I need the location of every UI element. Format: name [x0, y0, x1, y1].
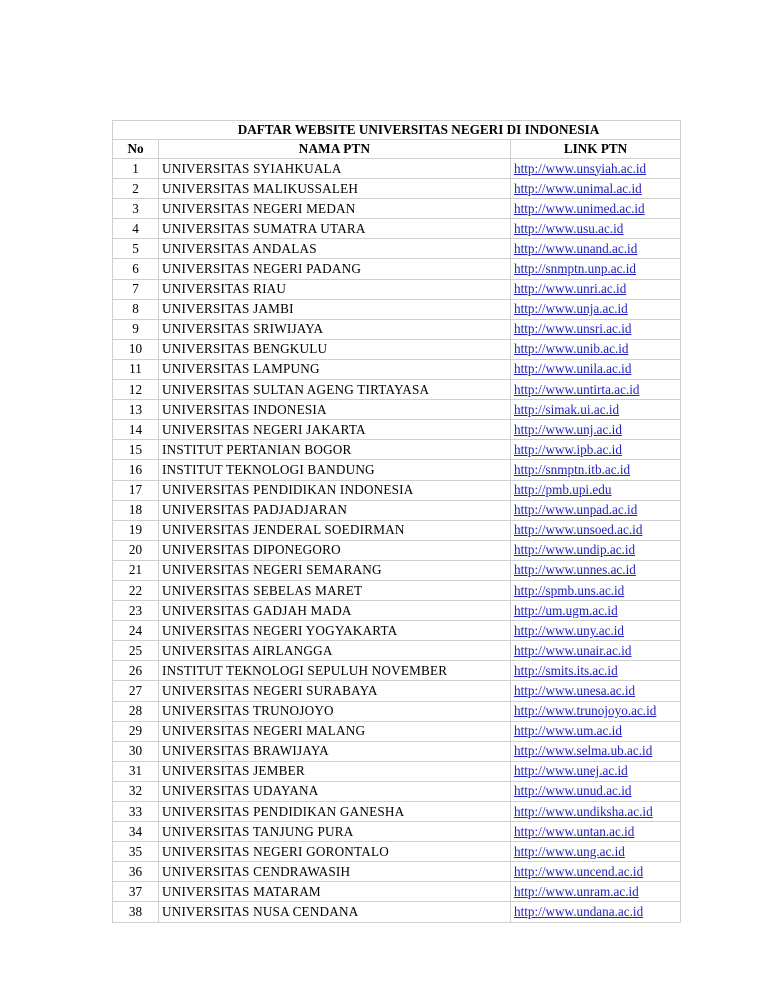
- table-header-row: [113, 140, 681, 159]
- table-row: [113, 641, 681, 661]
- university-name: UNIVERSITAS JAMBI: [159, 299, 511, 319]
- table-row: [113, 701, 681, 721]
- table-row: [113, 802, 681, 822]
- university-link[interactable]: http://www.unsoed.ac.id: [514, 522, 643, 538]
- row-number: 3: [113, 199, 159, 219]
- university-link-cell: [511, 641, 681, 661]
- row-number: 24: [113, 621, 159, 641]
- university-name: UNIVERSITAS PADJADJARAN: [159, 500, 511, 520]
- university-link-cell: [511, 802, 681, 822]
- university-link-cell: [511, 540, 681, 560]
- university-link-cell: [511, 239, 681, 259]
- university-name: UNIVERSITAS NEGERI YOGYAKARTA: [159, 621, 511, 641]
- table-row: [113, 480, 681, 500]
- university-link[interactable]: http://www.usu.ac.id: [514, 220, 624, 236]
- university-name: UNIVERSITAS BENGKULU: [159, 339, 511, 359]
- university-name: UNIVERSITAS TRUNOJOYO: [159, 701, 511, 721]
- row-number: 4: [113, 219, 159, 239]
- row-number: 18: [113, 500, 159, 520]
- university-link[interactable]: http://um.ugm.ac.id: [514, 602, 618, 618]
- university-name: UNIVERSITAS AIRLANGGA: [159, 641, 511, 661]
- table-row: [113, 339, 681, 359]
- university-link-cell: [511, 822, 681, 842]
- table-row: [113, 661, 681, 681]
- university-link-cell: [511, 761, 681, 781]
- table-title: DAFTAR WEBSITE UNIVERSITAS NEGERI DI INDONESIA: [237, 122, 600, 137]
- row-number: 32: [113, 781, 159, 801]
- university-link[interactable]: http://www.uncend.ac.id: [514, 863, 644, 879]
- row-number: 31: [113, 761, 159, 781]
- row-number: 17: [113, 480, 159, 500]
- university-link-cell: [511, 380, 681, 400]
- row-number: 16: [113, 460, 159, 480]
- university-link-cell: [511, 621, 681, 641]
- table-row: [113, 781, 681, 801]
- university-link-cell: [511, 721, 681, 741]
- university-link[interactable]: http://www.undiksha.ac.id: [514, 803, 653, 819]
- university-link-cell: [511, 661, 681, 681]
- university-name: UNIVERSITAS BRAWIJAYA: [159, 741, 511, 761]
- table-row: [113, 741, 681, 761]
- university-name: UNIVERSITAS SEBELAS MARET: [159, 580, 511, 600]
- row-number: 6: [113, 259, 159, 279]
- university-link-cell: [511, 339, 681, 359]
- university-link-cell: [511, 259, 681, 279]
- university-link[interactable]: http://www.unila.ac.id: [514, 361, 632, 377]
- table-row: [113, 179, 681, 199]
- university-link[interactable]: http://www.unnes.ac.id: [514, 562, 636, 578]
- table-row: [113, 862, 681, 882]
- university-link[interactable]: http://www.unsyiah.ac.id: [514, 160, 647, 176]
- table-row: [113, 882, 681, 902]
- university-name: UNIVERSITAS SULTAN AGENG TIRTAYASA: [159, 380, 511, 400]
- row-number: 25: [113, 641, 159, 661]
- university-name: INSTITUT TEKNOLOGI SEPULUH NOVEMBER: [159, 661, 511, 681]
- university-link-cell: [511, 219, 681, 239]
- table-row: [113, 460, 681, 480]
- university-link[interactable]: http://www.selma.ub.ac.id: [514, 743, 653, 759]
- table-row: [113, 721, 681, 741]
- university-link[interactable]: http://www.ung.ac.id: [514, 843, 625, 859]
- row-number: 12: [113, 380, 159, 400]
- university-name: UNIVERSITAS UDAYANA: [159, 781, 511, 801]
- university-link[interactable]: http://www.undana.ac.id: [514, 904, 644, 920]
- row-number: 27: [113, 681, 159, 701]
- table-row: [113, 580, 681, 600]
- table-row: [113, 621, 681, 641]
- header-link-ptn: LINK PTN: [511, 140, 681, 159]
- table-row: [113, 560, 681, 580]
- university-name: UNIVERSITAS LAMPUNG: [159, 359, 511, 379]
- table-row: [113, 380, 681, 400]
- university-link[interactable]: http://spmb.uns.ac.id: [514, 582, 625, 598]
- university-link[interactable]: http://www.unib.ac.id: [514, 341, 629, 357]
- row-number: 13: [113, 400, 159, 420]
- table-row: [113, 259, 681, 279]
- university-link[interactable]: http://www.unimed.ac.id: [514, 200, 645, 216]
- university-link[interactable]: http://www.uny.ac.id: [514, 622, 624, 638]
- table-row: [113, 902, 681, 922]
- university-link-cell: [511, 601, 681, 621]
- university-name: UNIVERSITAS ANDALAS: [159, 239, 511, 259]
- university-name: UNIVERSITAS JENDERAL SOEDIRMAN: [159, 520, 511, 540]
- university-link-cell: [511, 781, 681, 801]
- row-number: 21: [113, 560, 159, 580]
- university-link[interactable]: http://snmptn.itb.ac.id: [514, 461, 631, 477]
- university-link-cell: [511, 862, 681, 882]
- university-link-cell: [511, 440, 681, 460]
- university-link-cell: [511, 279, 681, 299]
- university-link[interactable]: http://www.unsri.ac.id: [514, 321, 632, 337]
- row-number: 22: [113, 580, 159, 600]
- university-name: UNIVERSITAS JEMBER: [159, 761, 511, 781]
- row-number: 14: [113, 420, 159, 440]
- university-link[interactable]: http://www.unpad.ac.id: [514, 502, 638, 518]
- table-row: [113, 440, 681, 460]
- row-number: 7: [113, 279, 159, 299]
- university-link-cell: [511, 480, 681, 500]
- table-row: [113, 299, 681, 319]
- table-row: [113, 500, 681, 520]
- university-name: UNIVERSITAS GADJAH MADA: [159, 601, 511, 621]
- row-number: 36: [113, 862, 159, 882]
- table-row: [113, 601, 681, 621]
- university-link[interactable]: http://snmptn.unp.ac.id: [514, 261, 636, 277]
- university-link-cell: [511, 580, 681, 600]
- row-number: 28: [113, 701, 159, 721]
- row-number: 30: [113, 741, 159, 761]
- table-row: [113, 199, 681, 219]
- university-name: UNIVERSITAS NEGERI PADANG: [159, 259, 511, 279]
- university-link-cell: [511, 460, 681, 480]
- university-link-cell: [511, 359, 681, 379]
- row-number: 26: [113, 661, 159, 681]
- row-number: 11: [113, 359, 159, 379]
- table-row: [113, 842, 681, 862]
- table-row: [113, 359, 681, 379]
- university-link[interactable]: http://www.untirta.ac.id: [514, 381, 640, 397]
- row-number: 38: [113, 902, 159, 922]
- table-title-cell: [113, 121, 681, 140]
- row-number: 2: [113, 179, 159, 199]
- university-link[interactable]: http://www.unram.ac.id: [514, 883, 639, 899]
- university-name: INSTITUT TEKNOLOGI BANDUNG: [159, 460, 511, 480]
- university-name: UNIVERSITAS NEGERI GORONTALO: [159, 842, 511, 862]
- university-link[interactable]: http://www.trunojoyo.ac.id: [514, 703, 657, 719]
- table-row: [113, 159, 681, 179]
- university-name: UNIVERSITAS PENDIDIKAN INDONESIA: [159, 480, 511, 500]
- row-number: 5: [113, 239, 159, 259]
- university-link-cell: [511, 741, 681, 761]
- university-name: UNIVERSITAS CENDRAWASIH: [159, 862, 511, 882]
- row-number: 1: [113, 159, 159, 179]
- row-number: 35: [113, 842, 159, 862]
- university-link-cell: [511, 179, 681, 199]
- university-link-cell: [511, 199, 681, 219]
- university-name: UNIVERSITAS NEGERI SEMARANG: [159, 560, 511, 580]
- row-number: 19: [113, 520, 159, 540]
- university-name: UNIVERSITAS RIAU: [159, 279, 511, 299]
- row-number: 10: [113, 339, 159, 359]
- university-link-cell: [511, 159, 681, 179]
- university-link-cell: [511, 299, 681, 319]
- university-name: UNIVERSITAS SUMATRA UTARA: [159, 219, 511, 239]
- row-number: 23: [113, 601, 159, 621]
- university-link[interactable]: http://www.unj.ac.id: [514, 421, 622, 437]
- university-link[interactable]: http://smits.its.ac.id: [514, 662, 618, 678]
- university-name: UNIVERSITAS SRIWIJAYA: [159, 319, 511, 339]
- university-link[interactable]: http://www.um.ac.id: [514, 723, 622, 739]
- table-row: [113, 681, 681, 701]
- university-link[interactable]: http://www.unja.ac.id: [514, 301, 628, 317]
- university-name: UNIVERSITAS DIPONEGORO: [159, 540, 511, 560]
- university-link-cell: [511, 420, 681, 440]
- table-row: [113, 420, 681, 440]
- university-name: UNIVERSITAS NEGERI SURABAYA: [159, 681, 511, 701]
- ptn-website-table: [112, 120, 681, 923]
- university-link-cell: [511, 701, 681, 721]
- university-link[interactable]: http://www.ipb.ac.id: [514, 441, 622, 457]
- university-link-cell: [511, 520, 681, 540]
- table-title-row: [113, 121, 681, 140]
- row-number: 9: [113, 319, 159, 339]
- university-link[interactable]: http://www.unej.ac.id: [514, 763, 628, 779]
- university-link-cell: [511, 842, 681, 862]
- header-nama-ptn: NAMA PTN: [159, 140, 511, 159]
- university-link[interactable]: http://simak.ui.ac.id: [514, 401, 620, 417]
- university-name: UNIVERSITAS TANJUNG PURA: [159, 822, 511, 842]
- university-name: UNIVERSITAS MATARAM: [159, 882, 511, 902]
- university-link[interactable]: http://pmb.upi.edu: [514, 482, 612, 498]
- table-row: [113, 239, 681, 259]
- table-row: [113, 219, 681, 239]
- table-row: [113, 279, 681, 299]
- header-no: No: [113, 140, 159, 159]
- table-row: [113, 319, 681, 339]
- university-name: UNIVERSITAS SYIAHKUALA: [159, 159, 511, 179]
- table-row: [113, 761, 681, 781]
- university-link-cell: [511, 560, 681, 580]
- university-link[interactable]: http://www.untan.ac.id: [514, 823, 635, 839]
- table-row: [113, 400, 681, 420]
- university-link[interactable]: http://www.unesa.ac.id: [514, 682, 636, 698]
- university-name: UNIVERSITAS NUSA CENDANA: [159, 902, 511, 922]
- university-name: INSTITUT PERTANIAN BOGOR: [159, 440, 511, 460]
- university-link-cell: [511, 400, 681, 420]
- university-name: UNIVERSITAS NEGERI MEDAN: [159, 199, 511, 219]
- university-link[interactable]: http://www.unair.ac.id: [514, 642, 632, 658]
- row-number: 15: [113, 440, 159, 460]
- university-link[interactable]: http://www.unri.ac.id: [514, 281, 627, 297]
- university-name: UNIVERSITAS INDONESIA: [159, 400, 511, 420]
- university-name: UNIVERSITAS NEGERI MALANG: [159, 721, 511, 741]
- university-name: UNIVERSITAS MALIKUSSALEH: [159, 179, 511, 199]
- table-body: [113, 121, 681, 923]
- university-link-cell: [511, 882, 681, 902]
- university-link[interactable]: http://www.unud.ac.id: [514, 783, 632, 799]
- row-number: 34: [113, 822, 159, 842]
- university-link[interactable]: http://www.unand.ac.id: [514, 240, 638, 256]
- university-name: UNIVERSITAS PENDIDIKAN GANESHA: [159, 802, 511, 822]
- row-number: 37: [113, 882, 159, 902]
- row-number: 33: [113, 802, 159, 822]
- row-number: 8: [113, 299, 159, 319]
- university-link-cell: [511, 500, 681, 520]
- table-row: [113, 540, 681, 560]
- university-link[interactable]: http://www.unimal.ac.id: [514, 180, 642, 196]
- row-number: 29: [113, 721, 159, 741]
- university-link-cell: [511, 902, 681, 922]
- university-link-cell: [511, 681, 681, 701]
- table-row: [113, 520, 681, 540]
- university-link-cell: [511, 319, 681, 339]
- row-number: 20: [113, 540, 159, 560]
- university-name: UNIVERSITAS NEGERI JAKARTA: [159, 420, 511, 440]
- table-row: [113, 822, 681, 842]
- university-link[interactable]: http://www.undip.ac.id: [514, 542, 636, 558]
